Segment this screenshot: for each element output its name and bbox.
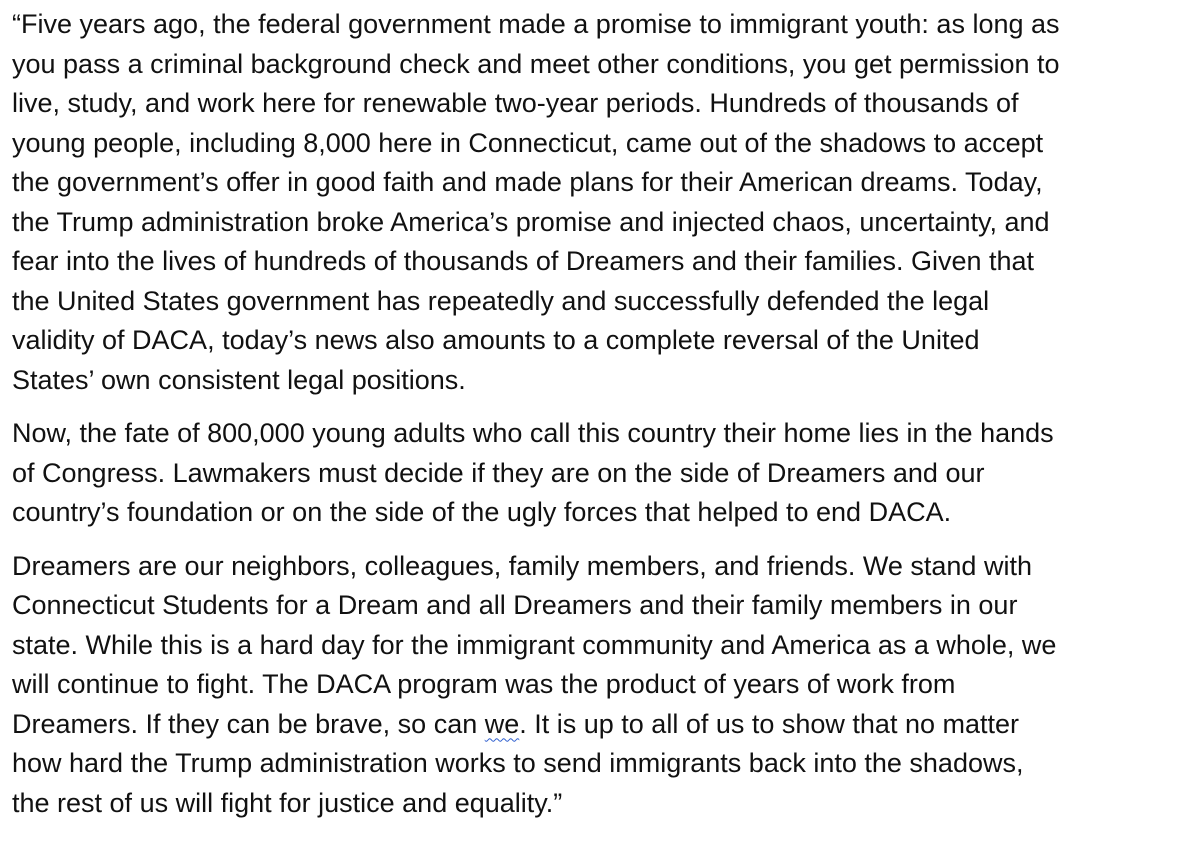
text-line: will continue to fight. The DACA program was the product of years of work from bbox=[12, 669, 956, 699]
text-line: “Five years ago, the federal government made a promise to immigrant youth: as long as bbox=[12, 9, 1060, 39]
text-line bbox=[12, 705, 1198, 745]
text-line: state. While this is a hard day for the immigrant community and America as a whole, we bbox=[12, 629, 1057, 660]
paragraph-1 bbox=[12, 5, 1198, 400]
document-body bbox=[12, 5, 1198, 837]
text-line: States’ own consistent legal positions. bbox=[12, 364, 466, 395]
paragraph-2 bbox=[12, 414, 1198, 533]
text-line: the rest of us will fight for justice and equality.” bbox=[12, 787, 563, 818]
text-line: young people, including 8,000 here in Connecticut, came out of the shadows to accept bbox=[12, 127, 1044, 158]
text-line: Dreamers are our neighbors, colleagues, family members, and friends. We stand with bbox=[12, 550, 1032, 581]
text-line: Connecticut Students for a Dream and all Dreamers and their family members in our bbox=[12, 590, 1018, 620]
text-line: of Congress. Lawmakers must decide if they are on the side of Dreamers and our bbox=[12, 457, 985, 488]
text-line: validity of DACA, today’s news also amounts to a complete reversal of the United bbox=[12, 325, 980, 355]
text-line: the Trump administration broke America’s promise and injected chaos, uncertainty, and bbox=[12, 206, 1050, 237]
text-line: fear into the lives of hundreds of thousands of Dreamers and their families. Given that bbox=[12, 246, 1035, 276]
text-line: how hard the Trump administration works to send immigrants back into the shadows, bbox=[12, 748, 1024, 778]
text-line: the government’s offer in good faith and made plans for their American dreams. Today, bbox=[12, 167, 1043, 197]
paragraph-3 bbox=[12, 547, 1198, 824]
text-line: the United States government has repeatedly and successfully defended the legal bbox=[12, 285, 990, 316]
spellcheck-flagged-word[interactable]: we bbox=[484, 708, 520, 739]
text-segment: Dreamers. If they can be brave, so can bbox=[12, 708, 485, 739]
text-segment: . It is up to all of us to show that no matter bbox=[519, 708, 1020, 739]
text-line: Now, the fate of 800,000 young adults who call this country their home lies in the hands bbox=[12, 418, 1054, 448]
text-line: live, study, and work here for renewable two-year periods. Hundreds of thousands of bbox=[12, 88, 1019, 118]
text-line: you pass a criminal background check and meet other conditions, you get permission to bbox=[12, 48, 1060, 79]
text-line: country’s foundation or on the side of the ugly forces that helped to end DACA. bbox=[12, 497, 952, 527]
